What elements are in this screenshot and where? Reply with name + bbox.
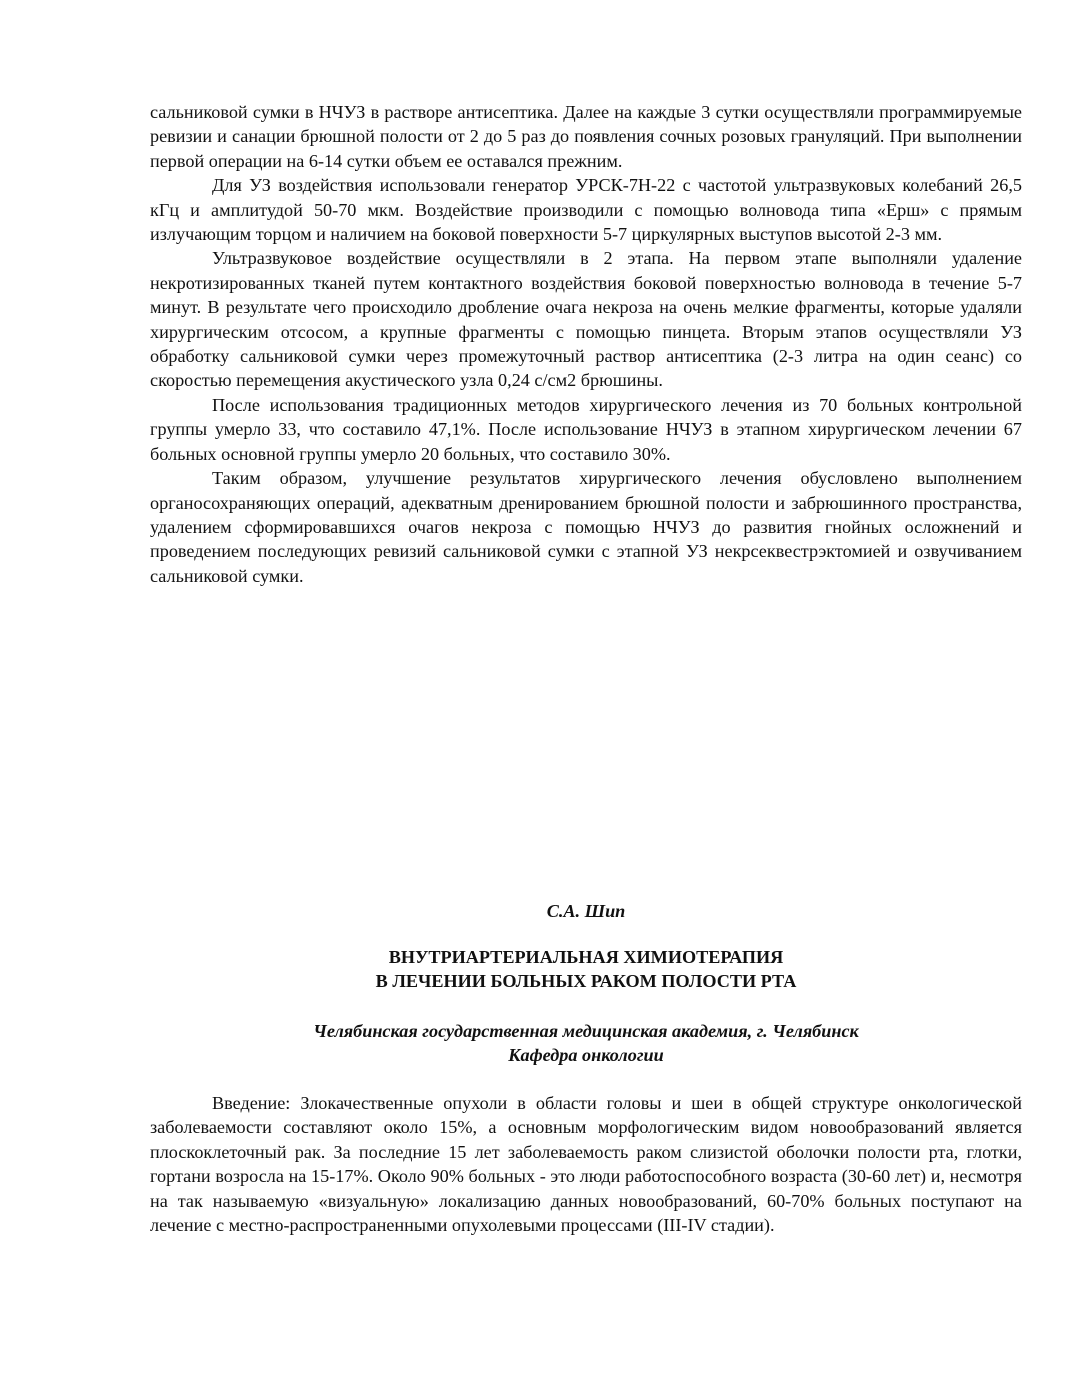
paragraph-introduction: Введение: Злокачественные опухоли в области головы и шеи в общей структуре онкологической заболеваемости составляют около 15%, а основным морфологическим видом новообразований является плоскоклеточный рак. За последние 15 лет заболеваемость раком слизистой оболочки полости рта, глотки, гортани возросла на 15-17%. Около 90% больных - это люди работоспособного возраста (30-60 лет) и, несмотря на так называемую «визуальную» локализацию данных новообразований, 60-70% больных поступают на лечение с местно-распространенными опухолевыми процессами (III-IV стадии).	[150, 1093, 1022, 1236]
article-title-line-2: В ЛЕЧЕНИИ БОЛЬНЫХ РАКОМ ПОЛОСТИ РТА	[375, 971, 797, 991]
paragraph-continuation: сальниковой сумки в НЧУЗ в растворе антисептика. Далее на каждые 3 сутки осуществляли программируемые ревизии и санации брюшной полости от 2 до 5 раз до появления сочных розовых грануляций. При выполнении первой операции на 6-14 сутки объем ее оставался прежним.	[150, 102, 1022, 171]
paragraph-ultrasound-generator: Для УЗ воздействия использовали генератор УРСК-7Н-22 с частотой ультразвуковых колебаний 26,5 кГц и амплитудой 50-70 мкм. Воздействие производили с помощью волновода типа «Ерш» с прямым излучающим торцом и наличием на боковой поверхности 5-7 циркулярных выступов высотой 2-3 мм.	[150, 175, 1022, 245]
article-title-line-1: ВНУТРИАРТЕРИАЛЬНАЯ ХИМИОТЕРАПИЯ	[388, 947, 784, 967]
article-author: С.А. Шип	[546, 901, 626, 921]
affiliation-institution: Челябинская государственная медицинская академия, г. Челябинск	[313, 1021, 859, 1041]
previous-article-body	[150, 100, 1022, 588]
paragraph-results: После использования традиционных методов хирургического лечения из 70 больных контрольной группы умерло 33, что составило 47,1%. После использование НЧУЗ в этапном хирургическом лечении 67 больных основной группы умерло 20 больных, что составило 30%.	[150, 394, 1022, 464]
article-title	[150, 945, 1022, 993]
article-intro	[150, 1091, 1022, 1237]
article-affiliation	[150, 1019, 1022, 1067]
affiliation-department: Кафедра онкологии	[508, 1045, 664, 1065]
paragraph-conclusion: Таким образом, улучшение результатов хирургического лечения обусловлено выполнением органосохраняющих операций, адекватным дренированием брюшной полости и забрюшинного пространства, удалением сформировавшихся очагов некроза с помощью НЧУЗ до развития гнойных осложнений и проведением последующих ревизий сальниковой сумки с этапной УЗ некрсеквестрэктомией и озвучиванием сальниковой сумки.	[150, 468, 1022, 586]
paragraph-ultrasound-stages: Ультразвуковое воздействие осуществляли в 2 этапа. На первом этапе выполняли удаление некротизированных тканей путем контактного воздействия боковой поверхностью волновода в течение 5-7 минут. В результате чего происходило дробление очага некроза на очень мелкие фрагменты, которые удаляли хирургическим отсосом, а крупные фрагменты с помощью пинцета. Вторым этапов осуществляли УЗ обработку сальниковой сумки через промежуточный раствор антисептика (2-3 литра на один сеанс) со скоростью перемещения акустического узла 0,24 с/см2 брюшины.	[150, 248, 1022, 391]
